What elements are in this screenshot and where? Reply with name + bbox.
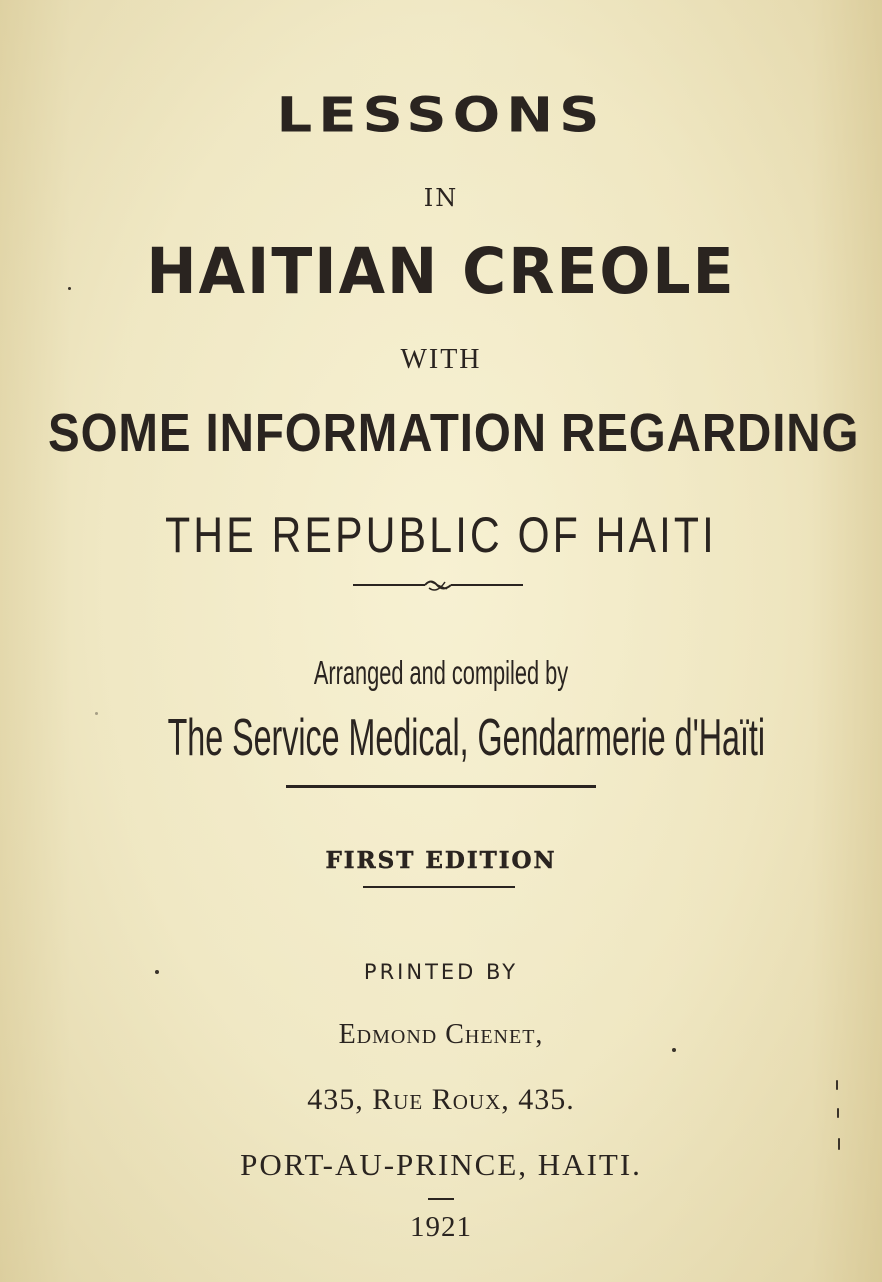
arranged-by-text: Arranged and compiled by — [313, 654, 569, 691]
heading-lessons: LESSONS — [276, 87, 606, 144]
author-name: The Service Medical, Gendarmerie d'Haïti — [167, 709, 766, 767]
printer-name: Edmond Chenet, — [338, 1019, 544, 1050]
divider-rule — [286, 785, 596, 788]
heading-language: HAITIAN CREOLE — [146, 235, 736, 309]
paper-speck — [155, 970, 159, 974]
paper-speck — [95, 712, 98, 715]
heading-in: IN — [423, 184, 459, 212]
paper-speck — [836, 1080, 838, 1090]
printed-by-label: PRINTED BY — [363, 960, 519, 984]
divider-rule — [363, 886, 515, 888]
heading-subject: THE REPUBLIC OF HAITI — [165, 507, 717, 563]
printer-address: 435, Rue Roux, 435. — [307, 1083, 575, 1116]
edition-label: FIRST EDITION — [325, 847, 557, 874]
heading-subtitle: SOME INFORMATION REGARDING — [48, 403, 860, 463]
paper-speck — [672, 1048, 676, 1052]
paper-speck — [68, 287, 71, 290]
printer-city: PORT-AU-PRINCE, HAITI. — [240, 1147, 642, 1182]
paper-speck — [837, 1108, 839, 1118]
publication-year: 1921 — [410, 1211, 472, 1243]
heading-with: WITH — [400, 344, 482, 375]
paper-speck — [838, 1138, 840, 1150]
divider-rule — [428, 1198, 454, 1200]
ornamental-divider — [353, 574, 523, 596]
